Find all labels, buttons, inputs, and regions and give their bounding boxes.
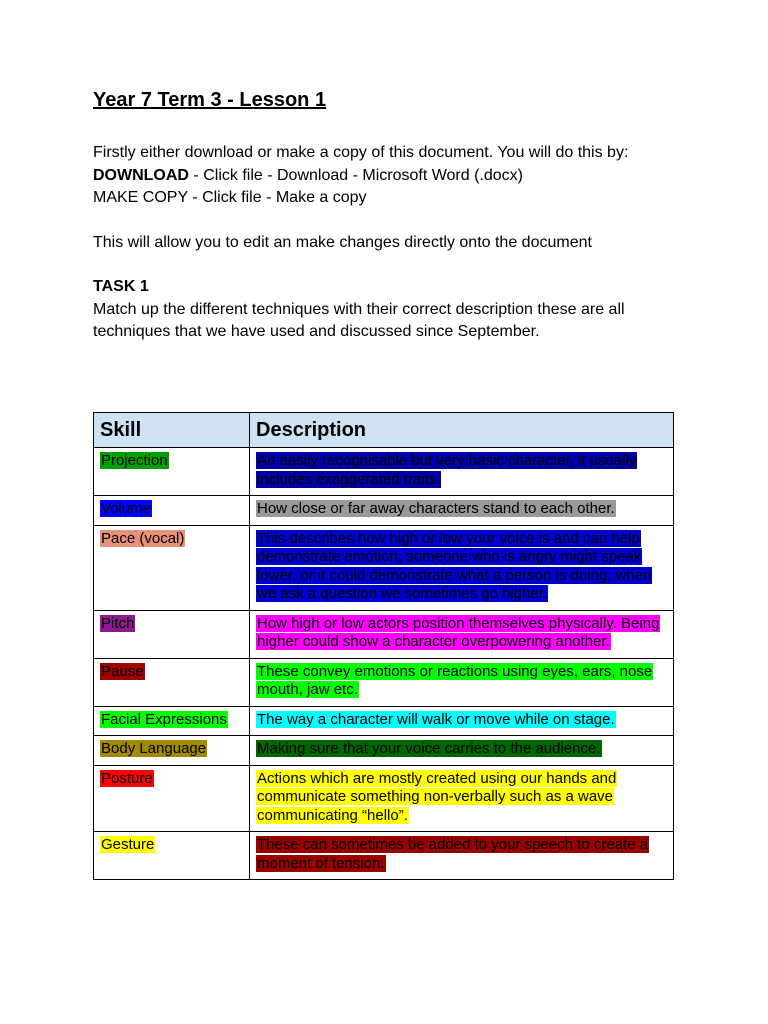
table-row xyxy=(94,448,674,496)
description-cell[interactable] xyxy=(250,765,674,832)
task-title: TASK 1 xyxy=(93,278,149,295)
page-title: Year 7 Term 3 - Lesson 1 xyxy=(93,89,327,111)
description-cell[interactable] xyxy=(250,832,674,880)
description-cell[interactable] xyxy=(250,496,674,526)
table-header-row xyxy=(94,413,674,448)
skill-cell[interactable] xyxy=(94,610,250,658)
description-cell[interactable] xyxy=(250,658,674,706)
skill-label: Posture xyxy=(101,769,153,787)
skill-cell[interactable] xyxy=(94,496,250,526)
description-text: An easily recognisable but very basic character, it usually includes exaggerated traits. xyxy=(257,452,637,488)
table-row xyxy=(94,832,674,880)
table-row xyxy=(94,525,674,610)
intro-line: Firstly either download or make a copy of this document. You will do this by: xyxy=(93,144,629,161)
header-description: Description xyxy=(250,413,674,448)
download-label: DOWNLOAD xyxy=(93,166,189,184)
skill-label: Pace (vocal) xyxy=(101,529,185,547)
skill-cell[interactable] xyxy=(94,706,250,736)
allow-edit-note: This will allow you to edit an make changes directly onto the document xyxy=(93,233,592,251)
skill-cell[interactable] xyxy=(94,658,250,706)
table-row xyxy=(94,765,674,832)
skill-cell[interactable] xyxy=(94,525,250,610)
skill-cell[interactable] xyxy=(94,765,250,832)
table-row xyxy=(94,496,674,526)
skill-cell[interactable] xyxy=(94,832,250,880)
description-text: The way a character will walk or move while on stage. xyxy=(257,710,615,728)
description-text: How close or far away characters stand to each other. xyxy=(257,500,615,517)
table-row xyxy=(94,736,674,766)
description-text: These convey emotions or reactions using eyes, ears, nose mouth, jaw etc. xyxy=(257,662,653,698)
description-text: Actions which are mostly created using our hands and communicate something non-verbally such as a wave communicating “hello”. xyxy=(257,769,617,824)
description-text: Making sure that your voice carries to the audience. xyxy=(257,740,601,757)
document-body xyxy=(93,86,675,344)
description-cell[interactable] xyxy=(250,610,674,658)
skill-label: Pause xyxy=(101,662,144,680)
skill-label: Gesture xyxy=(101,836,155,853)
skill-cell[interactable] xyxy=(94,736,250,766)
skill-label: Body Language xyxy=(101,740,207,757)
description-cell[interactable] xyxy=(250,448,674,496)
header-skill: Skill xyxy=(94,413,250,448)
description-cell[interactable] xyxy=(250,525,674,610)
skill-label: Projection xyxy=(101,452,168,469)
table-row xyxy=(94,610,674,658)
description-cell[interactable] xyxy=(250,736,674,766)
skill-label: Pitch xyxy=(101,614,135,632)
task-instructions: Match up the different techniques with their correct description these are all techniques that we have used and discussed since September. xyxy=(93,300,625,340)
description-text: This describes how high or low your voice is and can help demonstrate emotion, someone who is angry might speak lower, or it could demonstrate what a person is doing, when we ask a question we sometimes go higher. xyxy=(257,529,652,602)
description-text: How high or low actors position themselves physically. Being higher could show a character overpowering another. xyxy=(257,614,660,650)
download-text: - Click file - Download - Microsoft Word (.docx) xyxy=(188,166,523,184)
description-cell[interactable] xyxy=(250,706,674,736)
make-copy-instruction: MAKE COPY - Click file - Make a copy xyxy=(93,189,367,206)
download-instruction xyxy=(93,165,675,188)
table-row xyxy=(94,658,674,706)
table-row xyxy=(94,706,674,736)
table-body xyxy=(94,448,674,880)
description-text: These can sometimes be added to your speech to create a moment of tension. xyxy=(257,836,649,872)
skill-label: Facial Expressions xyxy=(101,710,227,728)
skill-label: Volume xyxy=(101,500,152,517)
skills-table xyxy=(93,412,674,880)
skill-cell[interactable] xyxy=(94,448,250,496)
